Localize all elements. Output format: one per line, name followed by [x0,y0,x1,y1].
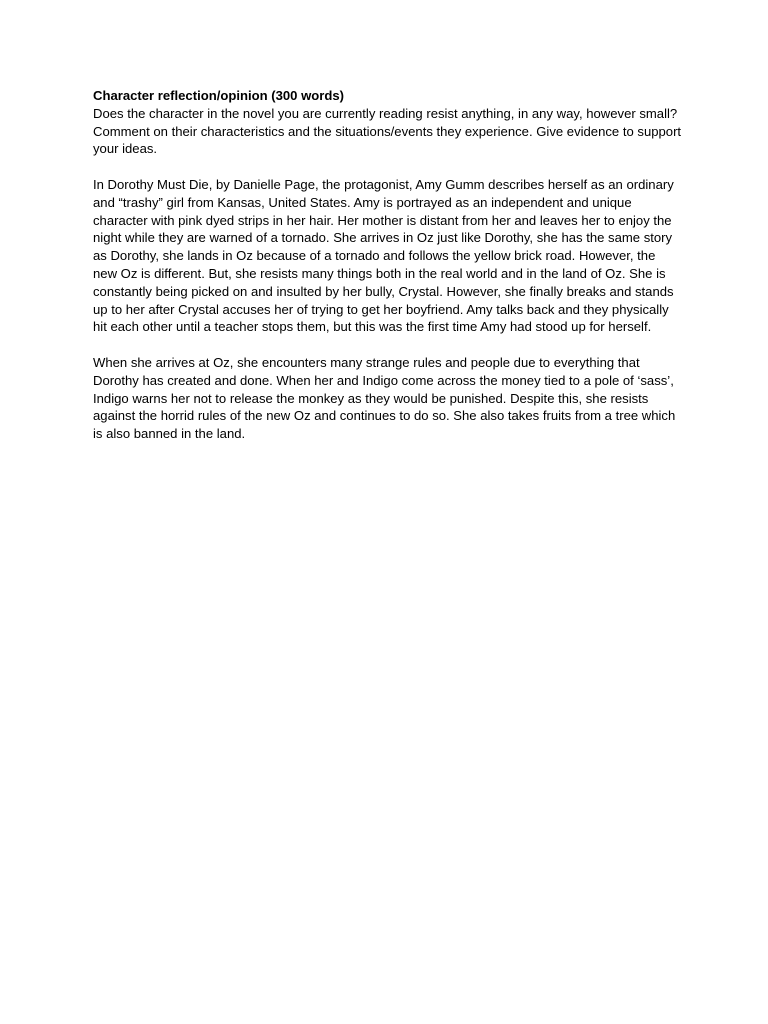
document-body [93,87,683,443]
document-title: Character reflection/opinion (300 words) [93,88,345,103]
body-paragraph-1: In Dorothy Must Die, by Danielle Page, the protagonist, Amy Gumm describes herself as an ordinary and “trashy” girl from Kansas, United States. Amy is portrayed as an independent and unique character with pink dyed strips in her hair. Her mother is distant from her and leaves her to enjoy the night while they are warned of a tornado. She arrives in Oz just like Dorothy, she has the same story as Dorothy, she lands in Oz because of a tornado and follows the yellow brick road. However, the new Oz is different. But, she resists many things both in the real world and in the land of Oz. She is constantly being picked on and insulted by her bully, Crystal. However, she finally breaks and stands up to her after Crystal accuses her of trying to get her boyfriend. Amy talks back and they physically hit each other until a teacher stops them, but this was the first time Amy had stood up for herself. [93,176,674,335]
assignment-header [93,87,683,158]
assignment-prompt: Does the character in the novel you are currently reading resist anything, in any way, however small? Comment on their characteristics and the situations/events they experience. Give evidence to support your ideas. [93,105,682,157]
body-paragraph-2: When she arrives at Oz, she encounters many strange rules and people due to everything that Dorothy has created and done. When her and Indigo come across the money tied to a pole of ‘sass’, Indigo warns her not to release the monkey as they would be punished. Despite this, she resists against the horrid rules of the new Oz and continues to do so. She also takes fruits from a tree which is also banned in the land. [93,354,676,442]
